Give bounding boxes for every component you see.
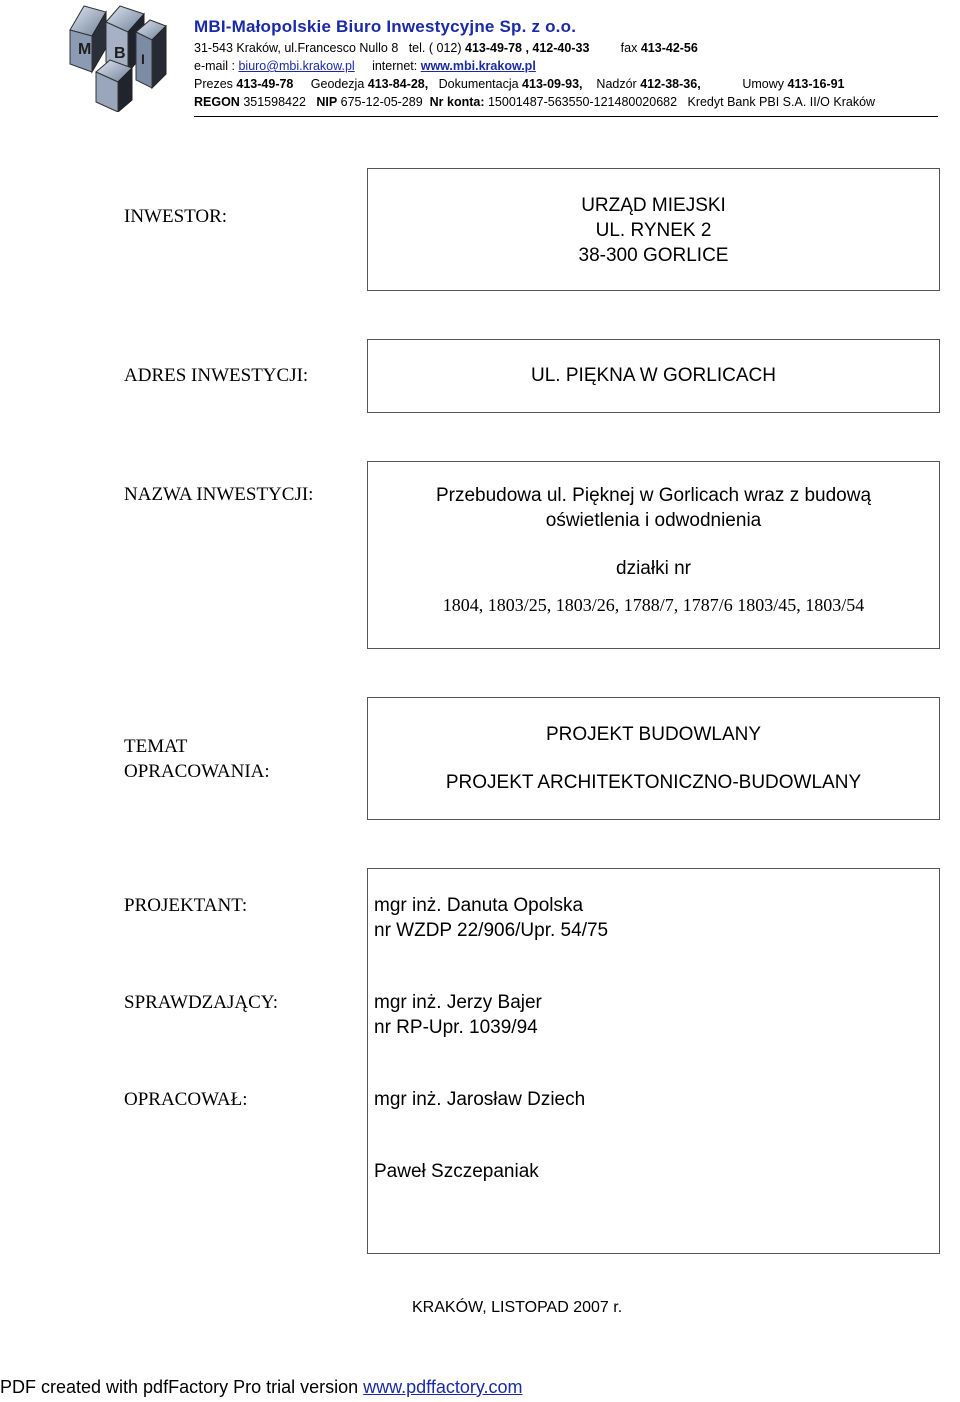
dokumentacja-label: Dokumentacja xyxy=(438,77,519,91)
adres-label: ADRES INWESTYCJI: xyxy=(124,365,309,386)
opracowal-name-1: mgr inż. Jarosław Dziech xyxy=(374,1089,586,1110)
pdffactory-link[interactable]: www.pdffactory.com xyxy=(363,1377,523,1397)
email-link[interactable]: biuro@mbi.krakow.pl xyxy=(238,59,355,73)
logo-letter-m: M xyxy=(78,41,92,58)
temat-label-1: TEMAT xyxy=(124,736,188,757)
nazwa-line-2: oświetlenia i odwodnienia xyxy=(545,510,762,531)
nadzor-label: Nadzór xyxy=(596,77,637,91)
dokumentacja-number: 413-09-93, xyxy=(522,77,583,91)
header-address-line xyxy=(194,41,698,55)
nip-label: NIP xyxy=(316,95,338,109)
mbi-cube-logo-icon xyxy=(66,2,168,112)
sprawdzajacy-name: mgr inż. Jerzy Bajer xyxy=(374,992,542,1013)
nazwa-box xyxy=(367,461,940,649)
header-registry-line xyxy=(194,95,875,109)
tel-label: tel. ( 012) xyxy=(408,41,462,55)
sprawdzajacy-label: SPRAWDZAJĄCY: xyxy=(124,992,279,1013)
header-contact-line xyxy=(194,59,536,73)
opracowal-label: OPRACOWAŁ: xyxy=(124,1089,248,1110)
konta-label: Nr konta: xyxy=(429,95,485,109)
projektant-label: PROJEKTANT: xyxy=(124,895,248,916)
regon-label: REGON xyxy=(194,95,240,109)
temat-label-2: OPRACOWANIA: xyxy=(124,761,270,782)
nazwa-label: NAZWA INWESTYCJI: xyxy=(124,484,314,505)
email-label: e-mail : xyxy=(194,59,235,73)
geodezja-number: 413-84-28, xyxy=(367,77,429,91)
fax-number: 413-42-56 xyxy=(640,41,698,55)
sprawdzajacy-number: nr RP-Upr. 1039/94 xyxy=(374,1017,538,1038)
logo-letter-b: B xyxy=(114,45,126,62)
internet-label: internet: xyxy=(372,59,418,73)
nazwa-line-1: Przebudowa ul. Pięknej w Gorlicach wraz z budową xyxy=(435,485,872,506)
adres-box xyxy=(367,339,940,413)
konta-number: 15001487-563550-121480020682 xyxy=(487,95,678,109)
logo-letter-i: I xyxy=(141,51,145,67)
bank-name: Kredyt Bank PBI S.A. II/O Kraków xyxy=(687,95,876,109)
inwestor-line-2: UL. RYNEK 2 xyxy=(595,220,712,241)
nadzor-number: 412-38-36, xyxy=(640,77,701,91)
temat-box xyxy=(367,697,940,820)
geodezja-label: Geodezja xyxy=(310,77,365,91)
inwestor-label: INWESTOR: xyxy=(124,206,228,227)
dzialki-numbers: 1804, 1803/25, 1803/26, 1788/7, 1787/6 1803/45, 1803/54 xyxy=(442,595,865,615)
inwestor-box xyxy=(367,168,940,291)
umowy-number: 413-16-91 xyxy=(787,77,845,91)
pdf-footer xyxy=(0,1377,523,1398)
umowy-label: Umowy xyxy=(742,77,785,91)
pdf-footer-text: PDF created with pdfFactory Pro trial version xyxy=(0,1377,359,1397)
fax-label: fax xyxy=(620,41,638,55)
inwestor-line-3: 38-300 GORLICE xyxy=(578,245,729,266)
adres-value: UL. PIĘKNA W GORLICACH xyxy=(531,365,776,386)
inwestor-line-1: URZĄD MIEJSKI xyxy=(581,195,726,216)
temat-line-2: PROJEKT ARCHITEKTONICZNO-BUDOWLANY xyxy=(445,772,862,793)
header-phones-line xyxy=(194,77,845,91)
prezes-label: Prezes xyxy=(194,77,233,91)
address: 31-543 Kraków, ul.Francesco Nullo 8 xyxy=(194,41,399,55)
projektant-name: mgr inż. Danuta Opolska xyxy=(374,895,584,916)
tel-numbers: 413-49-78 , 412-40-33 xyxy=(465,41,590,55)
projektant-number: nr WZDP 22/906/Upr. 54/75 xyxy=(374,920,609,941)
regon-number: 351598422 xyxy=(243,95,306,109)
header-divider xyxy=(194,116,938,117)
website-link[interactable]: www.mbi.krakow.pl xyxy=(420,59,536,73)
nip-number: 675-12-05-289 xyxy=(340,95,423,109)
prezes-number: 413-49-78 xyxy=(236,77,294,91)
dzialki-label: działki nr xyxy=(616,558,691,579)
opracowal-name-2: Paweł Szczepaniak xyxy=(374,1161,539,1182)
temat-line-1: PROJEKT BUDOWLANY xyxy=(545,724,762,745)
city-date: KRAKÓW, LISTOPAD 2007 r. xyxy=(412,1299,623,1316)
company-name: MBI-Małopolskie Biuro Inwestycyjne Sp. z o.o. xyxy=(194,17,577,36)
